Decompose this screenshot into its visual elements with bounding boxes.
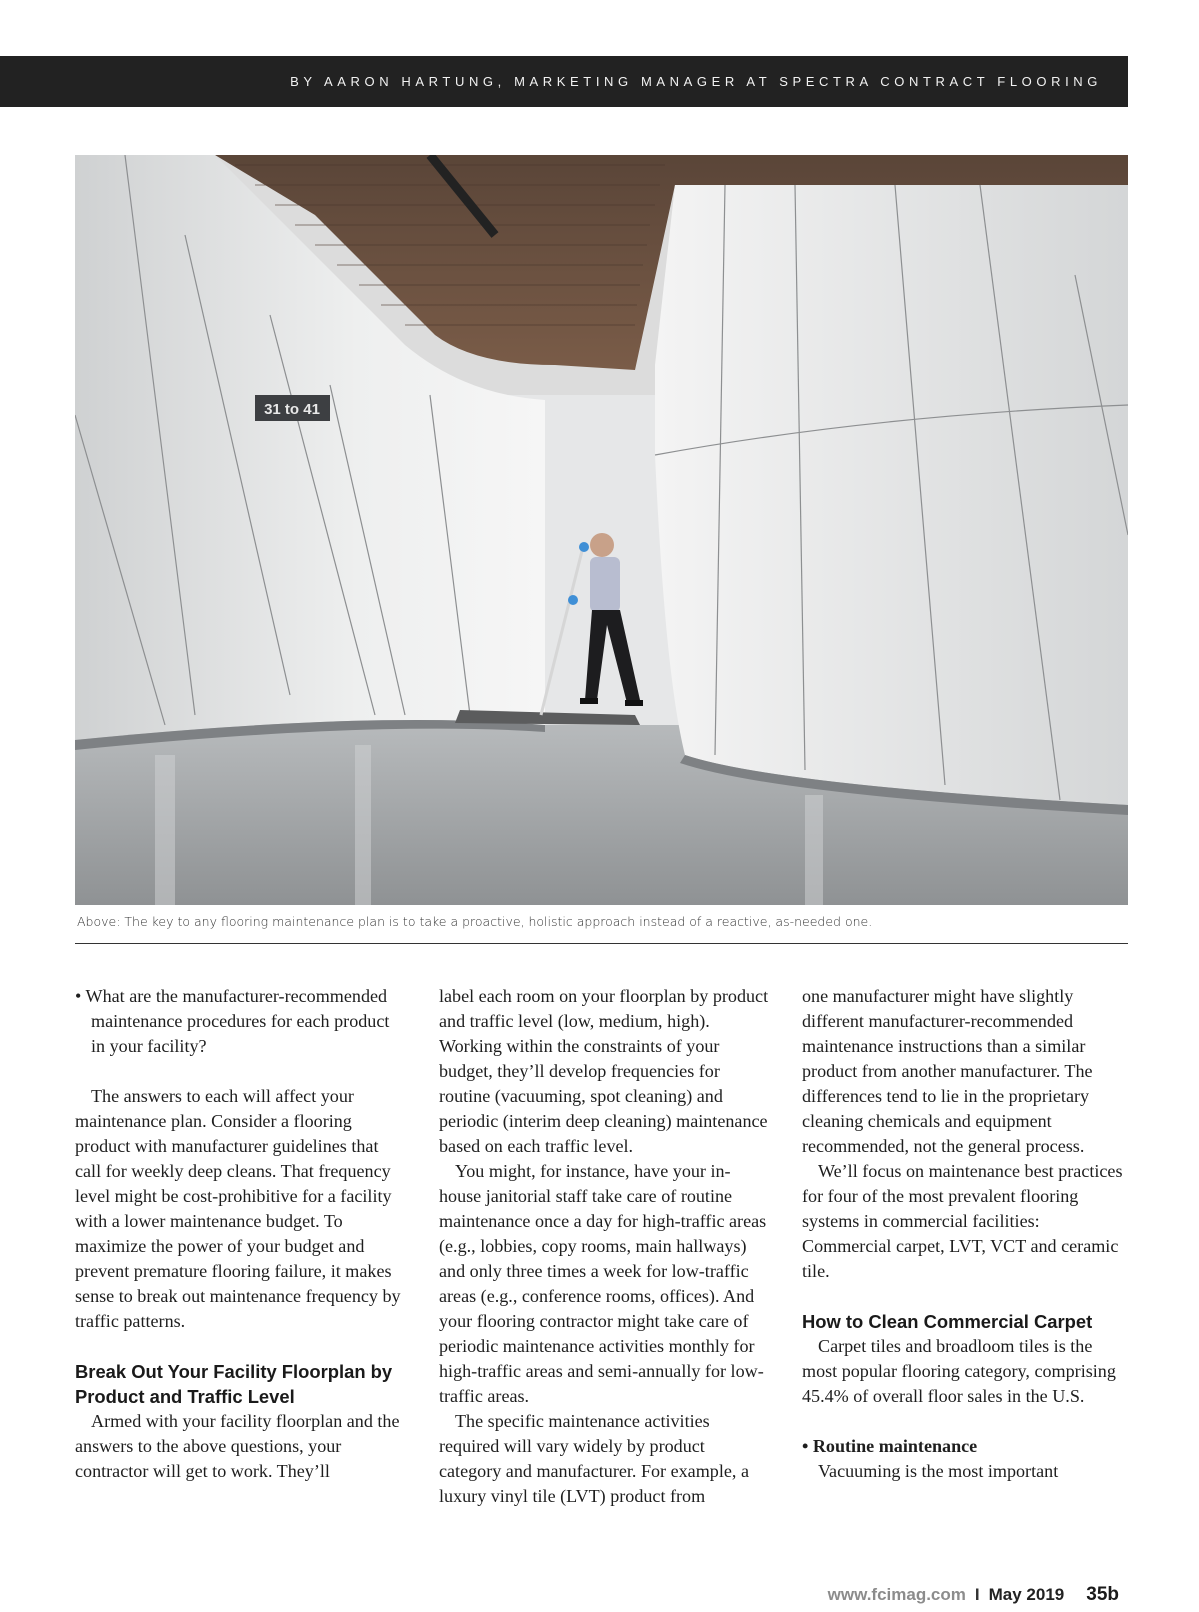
paragraph: You might, for instance, have your in-house janitorial staff take care of routine maintenance once a day for high-traffic areas (e.g., lobbies, copy rooms, main hallways) and only three times a week for low-traffic areas (e.g., conference rooms, offices). And your flooring contractor might take care of periodic maintenance activities monthly for high-traffic areas and semi-annually for low-traffic areas. <box>439 1161 767 1406</box>
column-3 <box>802 984 1132 1484</box>
caption-divider <box>75 943 1128 944</box>
section-heading: Break Out Your Facility Floorplan by Product and Traffic Level <box>75 1361 393 1407</box>
paragraph-gap <box>75 1334 405 1359</box>
paragraph: Armed with your facility floorplan and the answers to the above questions, your contractor will get to work. They’ll <box>75 1411 400 1481</box>
paragraph: one manufacturer might have slightly different manufacturer-recommended maintenance instructions than a similar product from another manufacturer. The differences tend to lie in the proprietary cleaning chemicals and equipment recommended, not the general process. <box>802 986 1093 1156</box>
paragraph-gap <box>802 1409 1132 1434</box>
paragraph: label each room on your floorplan by product and traffic level (low, medium, high). Working within the constraints of your budget, they’ll develop frequencies for routine (vacuuming, spot cleaning) and periodic (interim deep cleaning) maintenance based on each traffic level. <box>439 986 769 1156</box>
article-photo <box>75 155 1128 905</box>
photo-caption: Above: The key to any flooring maintenance plan is to take a proactive, holistic approach instead of a reactive, as-needed one. <box>77 914 873 929</box>
footer-url[interactable]: www.fcimag.com <box>827 1585 966 1604</box>
footer-separator: I <box>974 1585 980 1604</box>
paragraph: The specific maintenance activities required will vary widely by product category and manufacturer. For example, a luxury vinyl tile (LVT) product from <box>439 1411 749 1506</box>
page-number: 35b <box>1086 1584 1119 1605</box>
paragraph: Carpet tiles and broadloom tiles is the most popular flooring category, comprising 45.4% of overall floor sales in the U.S. <box>802 1336 1116 1406</box>
section-heading: How to Clean Commercial Carpet <box>802 1311 1093 1332</box>
page-footer <box>828 1584 1119 1606</box>
photo-sign-text: 31 to 41 <box>264 401 320 418</box>
byline-text: BY AARON HARTUNG, MARKETING MANAGER AT SPECTRA CONTRACT FLOORING <box>290 74 1102 89</box>
routine-maintenance-label: • Routine maintenance <box>802 1436 978 1456</box>
paragraph-gap <box>75 1059 405 1084</box>
paragraph-gap <box>802 1284 1132 1309</box>
paragraph: We’ll focus on maintenance best practices for four of the most prevalent flooring systems in commercial facilities: Commercial carpet, LVT, VCT and ceramic tile. <box>802 1161 1123 1281</box>
paragraph: Vacuuming is the most important <box>818 1461 1059 1481</box>
subheading-bullet <box>802 1434 1132 1459</box>
column-1 <box>75 984 405 1484</box>
footer-date: May 2019 <box>988 1585 1065 1604</box>
paragraph: The answers to each will affect your maintenance plan. Consider a flooring product with manufacturer guidelines that call for weekly deep cleans. That frequency level might be cost-prohibitive for a facility with a lower maintenance budget. To maximize the power of your budget and prevent premature flooring failure, it makes sense to break out maintenance frequency by traffic patterns. <box>75 1086 401 1331</box>
byline-bar <box>0 56 1128 107</box>
column-2 <box>439 984 769 1509</box>
question-bullet: • What are the manufacturer-recommended maintenance procedures for each product in your facility? <box>75 986 390 1056</box>
